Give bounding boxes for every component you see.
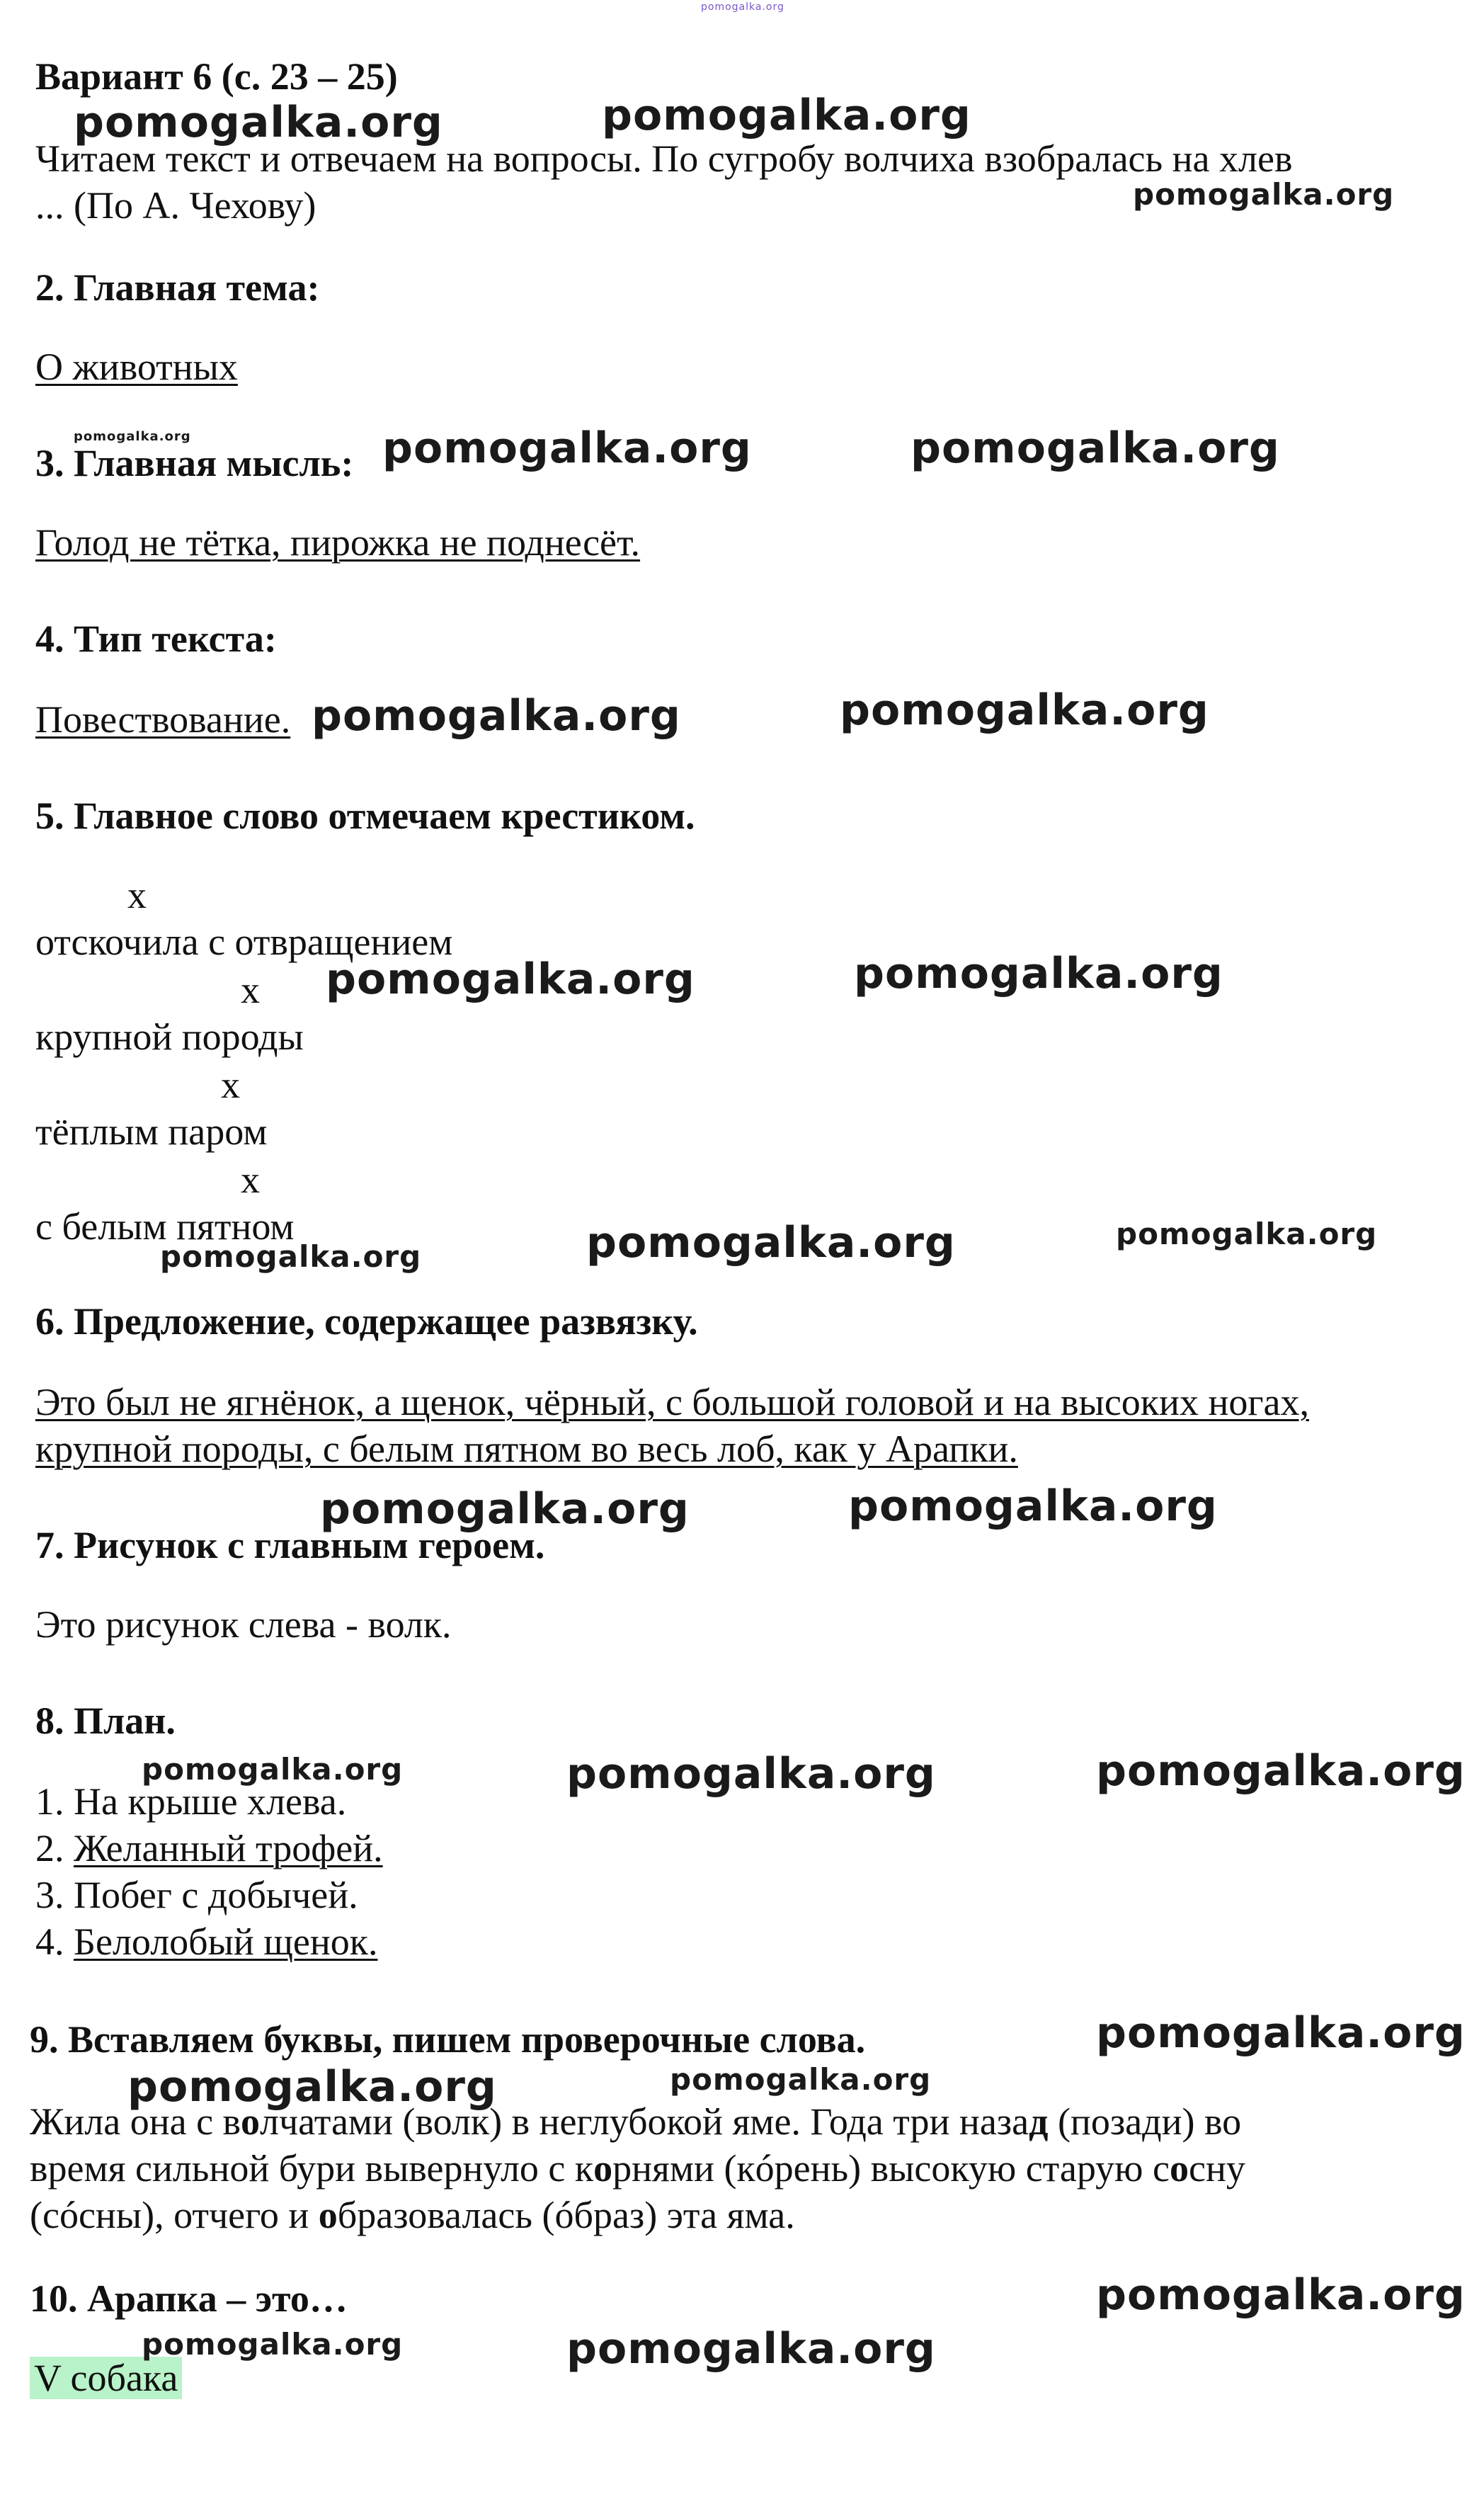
q4-answer: Повествование. bbox=[35, 698, 291, 741]
q9-l1-part1: Жила она с в bbox=[30, 2100, 241, 2143]
q9-l3-part2: бразовалась (óбраз) эта яма. bbox=[337, 2194, 795, 2236]
q6-heading: 6. Предложение, содержащее развязку. bbox=[35, 1300, 698, 1343]
plan-num-3: 3. bbox=[35, 1874, 64, 1916]
watermark: pomogalka.org bbox=[848, 1481, 1218, 1531]
q9-l1-inserted-1: о bbox=[241, 2100, 261, 2143]
plan-text-1: На крыше хлева. bbox=[74, 1780, 347, 1823]
q5-phrase-4: с белым пятном bbox=[35, 1205, 295, 1248]
q9-l1-part2: лчатами (волк) в неглубокой яме. Года три наза bbox=[260, 2100, 1029, 2143]
plan-num-2: 2. bbox=[35, 1827, 64, 1869]
watermark: pomogalka.org bbox=[382, 423, 752, 473]
plan-item-4 bbox=[35, 1919, 378, 1964]
q9-l2-inserted-1: о bbox=[593, 2147, 613, 2190]
q9-l3-part1: (сóсны), отчего и bbox=[30, 2194, 319, 2236]
watermark: pomogalka.org bbox=[1116, 1217, 1378, 1251]
watermark: pomogalka.org bbox=[1096, 2008, 1466, 2058]
q9-line-2 bbox=[30, 2146, 1245, 2191]
q10-heading: 10. Арапка – это… bbox=[30, 2277, 348, 2320]
watermark: pomogalka.org bbox=[142, 2327, 404, 2362]
q9-l2-part1: время сильной бури вывернуло с к bbox=[30, 2147, 594, 2190]
q2-heading: 2. Главная тема: bbox=[35, 266, 320, 309]
plan-text-4: Белолобый щенок. bbox=[74, 1920, 378, 1963]
q5-phrase-1: отскочила с отвращением bbox=[35, 921, 453, 963]
plan-num-1: 1. bbox=[35, 1780, 64, 1823]
watermark: pomogalka.org bbox=[586, 1218, 956, 1268]
q10-answer bbox=[30, 2355, 182, 2401]
plan-text-3: Побег с добычей. bbox=[74, 1874, 358, 1916]
watermark: pomogalka.org bbox=[1133, 177, 1395, 212]
watermark: pomogalka.org bbox=[74, 429, 191, 444]
q8-heading: 8. План. bbox=[35, 1700, 176, 1742]
watermark: pomogalka.org bbox=[1096, 2270, 1466, 2320]
q5-phrase-3: тёплым паром bbox=[35, 1110, 268, 1153]
q9-l1-part3: (позади) во bbox=[1048, 2100, 1242, 2143]
watermark: pomogalka.org bbox=[566, 2324, 936, 2374]
q10-answer-highlight: V собака bbox=[30, 2357, 182, 2399]
plan-num-4: 4. bbox=[35, 1920, 64, 1963]
q3-heading: 3. Главная мысль: bbox=[35, 442, 354, 484]
page-title: Вариант 6 (с. 23 – 25) bbox=[35, 55, 398, 98]
q9-l3-inserted-1: о bbox=[318, 2194, 338, 2236]
watermark: pomogalka.org bbox=[312, 691, 681, 741]
watermark-top: pomogalka.org bbox=[701, 1, 784, 13]
q2-answer: О животных bbox=[35, 346, 238, 388]
q9-l1-inserted-2: д bbox=[1029, 2100, 1049, 2143]
watermark: pomogalka.org bbox=[911, 423, 1280, 473]
watermark: pomogalka.org bbox=[566, 1749, 936, 1799]
cross-mark-4: x bbox=[241, 1159, 260, 1201]
cross-mark-2: x bbox=[241, 969, 260, 1011]
watermark: pomogalka.org bbox=[840, 685, 1209, 735]
q7-heading: 7. Рисунок с главным героем. bbox=[35, 1524, 545, 1566]
plan-item-3 bbox=[35, 1872, 358, 1918]
q9-line-3 bbox=[30, 2192, 795, 2238]
q6-answer-line-1: Это был не ягнёнок, а щенок, чёрный, с большой головой и на высоких ногах, bbox=[35, 1381, 1309, 1423]
watermark: pomogalka.org bbox=[142, 1752, 404, 1787]
q4-heading: 4. Тип текста: bbox=[35, 617, 277, 660]
watermark: pomogalka.org bbox=[127, 2062, 497, 2112]
cross-mark-1: x bbox=[127, 874, 147, 916]
q9-l2-part2: рнями (кóрень) высокую старую с bbox=[612, 2147, 1170, 2190]
q9-l2-inserted-2: о bbox=[1170, 2147, 1189, 2190]
q5-heading: 5. Главное слово отмечаем крестиком. bbox=[35, 795, 695, 837]
q3-answer: Голод не тётка, пирожка не поднесёт. bbox=[35, 521, 641, 564]
watermark: pomogalka.org bbox=[670, 2062, 932, 2097]
watermark: pomogalka.org bbox=[160, 1239, 422, 1274]
intro-line-2: ... (По А. Чехову) bbox=[35, 184, 316, 227]
plan-item-2 bbox=[35, 1826, 383, 1871]
watermark: pomogalka.org bbox=[326, 955, 695, 1004]
q6-answer-line-2: крупной породы, с белым пятном во весь лоб, как у Арапки. bbox=[35, 1428, 1018, 1470]
watermark: pomogalka.org bbox=[320, 1484, 690, 1534]
watermark: pomogalka.org bbox=[74, 98, 443, 147]
intro-line-1: Читаем текст и отвечаем на вопросы. По сугробу волчиха взобралась на хлев bbox=[35, 137, 1293, 180]
q7-answer: Это рисунок слева - волк. bbox=[35, 1603, 452, 1646]
q9-heading: 9. Вставляем буквы, пишем проверочные слова. bbox=[30, 2018, 866, 2061]
watermark: pomogalka.org bbox=[854, 949, 1223, 998]
q5-phrase-2: крупной породы bbox=[35, 1015, 304, 1058]
watermark: pomogalka.org bbox=[602, 91, 971, 140]
q9-l2-part3: сну bbox=[1189, 2147, 1245, 2190]
plan-text-2: Желанный трофей. bbox=[74, 1827, 383, 1869]
watermark: pomogalka.org bbox=[1096, 1746, 1466, 1796]
cross-mark-3: x bbox=[221, 1064, 240, 1106]
